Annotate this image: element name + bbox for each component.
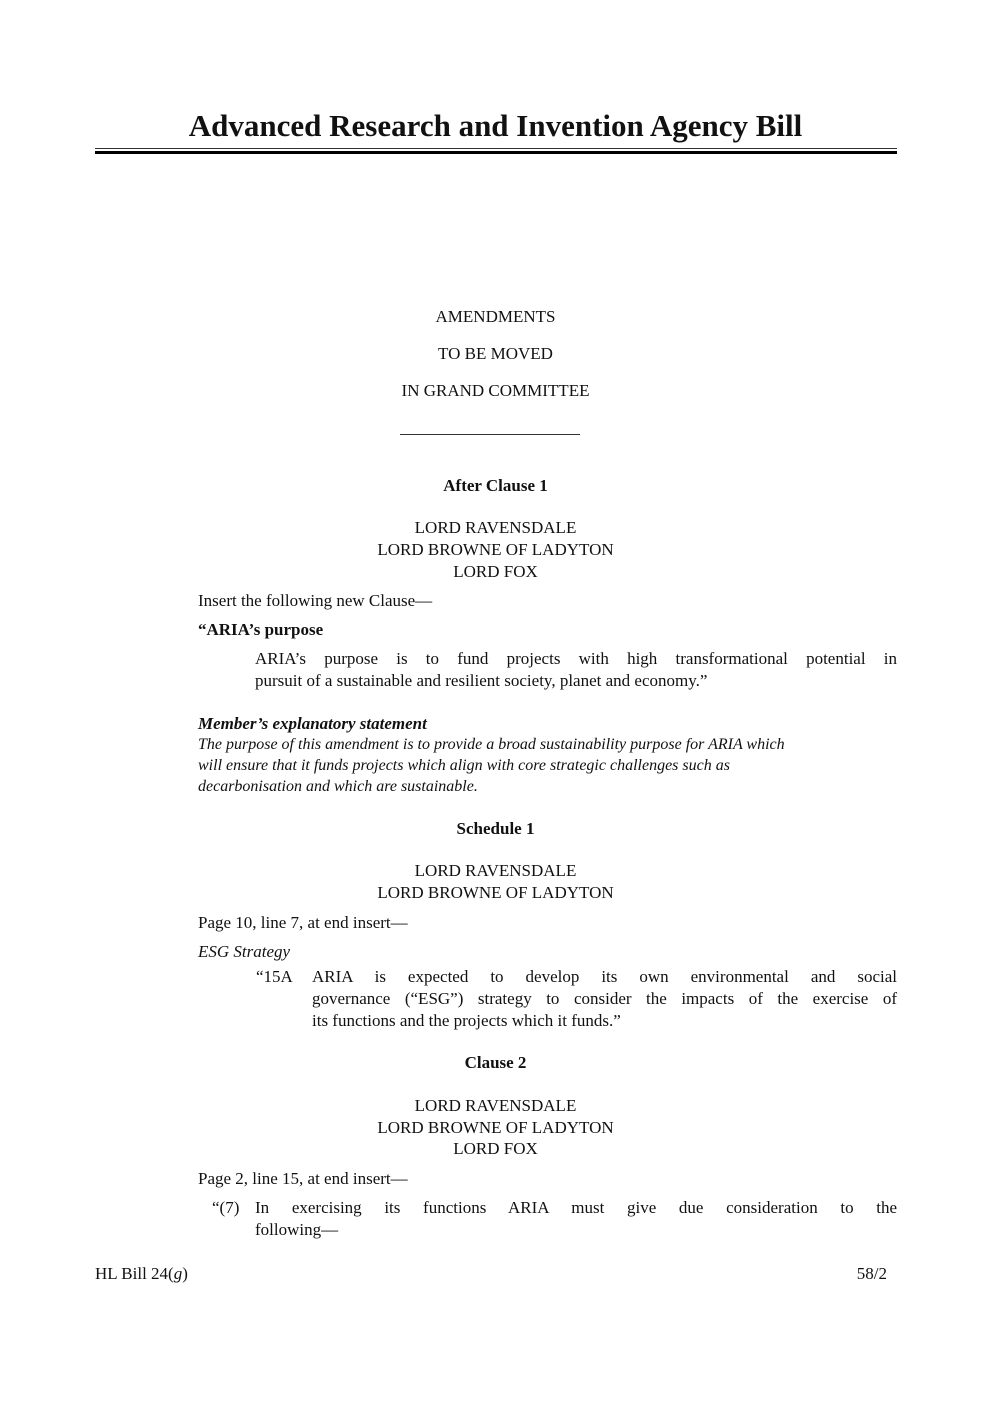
member-name: LORD RAVENSDALE <box>414 861 577 880</box>
member-name: LORD BROWNE OF LADYTON <box>377 1118 614 1137</box>
bill-ref-prefix: HL Bill 24( <box>95 1264 174 1283</box>
section-heading: Clause 2 <box>464 1053 527 1072</box>
paragraph-number: “15A <box>256 967 293 986</box>
member-name: LORD FOX <box>453 562 538 581</box>
section-heading: Schedule 1 <box>456 819 535 838</box>
title-rule-thin <box>95 148 897 149</box>
amendment-instruction: Page 2, line 15, at end insert— <box>198 1169 408 1188</box>
explanatory-statement <box>198 713 898 797</box>
bill-reference <box>95 1263 188 1285</box>
member-name: LORD FOX <box>453 1139 538 1158</box>
text-line: governance (“ESG”) strategy to consider the impacts of the exercise of <box>312 989 897 1008</box>
statement-line: will ensure that it funds projects which align with core strategic challenges such as <box>198 757 730 774</box>
text-line: its functions and the projects which it funds.” <box>312 1011 621 1030</box>
clause-heading: “ARIA’s purpose <box>198 620 324 639</box>
statement-heading: Member’s explanatory statement <box>198 714 427 733</box>
text-line: pursuit of a sustainable and resilient society, planet and economy.” <box>255 671 708 690</box>
text-line: following— <box>255 1220 339 1239</box>
heading-line: TO BE MOVED <box>438 344 553 363</box>
clause-text <box>255 1197 897 1241</box>
text-line: ARIA’s purpose is to fund projects with high transformational potential in <box>255 649 897 668</box>
bill-title: Advanced Research and Invention Agency Bill <box>188 108 803 143</box>
text-line: ARIA is expected to develop its own environmental and social <box>312 967 897 986</box>
bill-ref-suffix: ) <box>182 1264 188 1283</box>
member-name: LORD RAVENSDALE <box>414 1096 577 1115</box>
bill-ref-letter: g <box>173 1264 183 1283</box>
separator-rule <box>400 434 580 435</box>
member-name: LORD BROWNE OF LADYTON <box>377 540 614 559</box>
member-name: LORD BROWNE OF LADYTON <box>377 883 614 902</box>
page-reference: 58/2 <box>856 1264 887 1283</box>
heading-line: AMENDMENTS <box>435 307 556 326</box>
amendment-instruction: Insert the following new Clause— <box>198 591 433 610</box>
title-rule-thick <box>95 151 897 154</box>
statement-line: decarbonisation and which are sustainable. <box>198 778 478 795</box>
section-heading: After Clause 1 <box>443 476 548 495</box>
clause-heading: ESG Strategy <box>198 942 291 961</box>
clause-text <box>312 966 897 1032</box>
statement-line: The purpose of this amendment is to provide a broad sustainability purpose for ARIA which <box>198 736 785 753</box>
member-name: LORD RAVENSDALE <box>414 518 577 537</box>
clause-text <box>255 648 897 692</box>
heading-line: IN GRAND COMMITTEE <box>401 381 590 400</box>
amendment-instruction: Page 10, line 7, at end insert— <box>198 913 408 932</box>
paragraph-number: “(7) <box>212 1198 240 1217</box>
text-line: In exercising its functions ARIA must give due consideration to the <box>255 1198 897 1217</box>
